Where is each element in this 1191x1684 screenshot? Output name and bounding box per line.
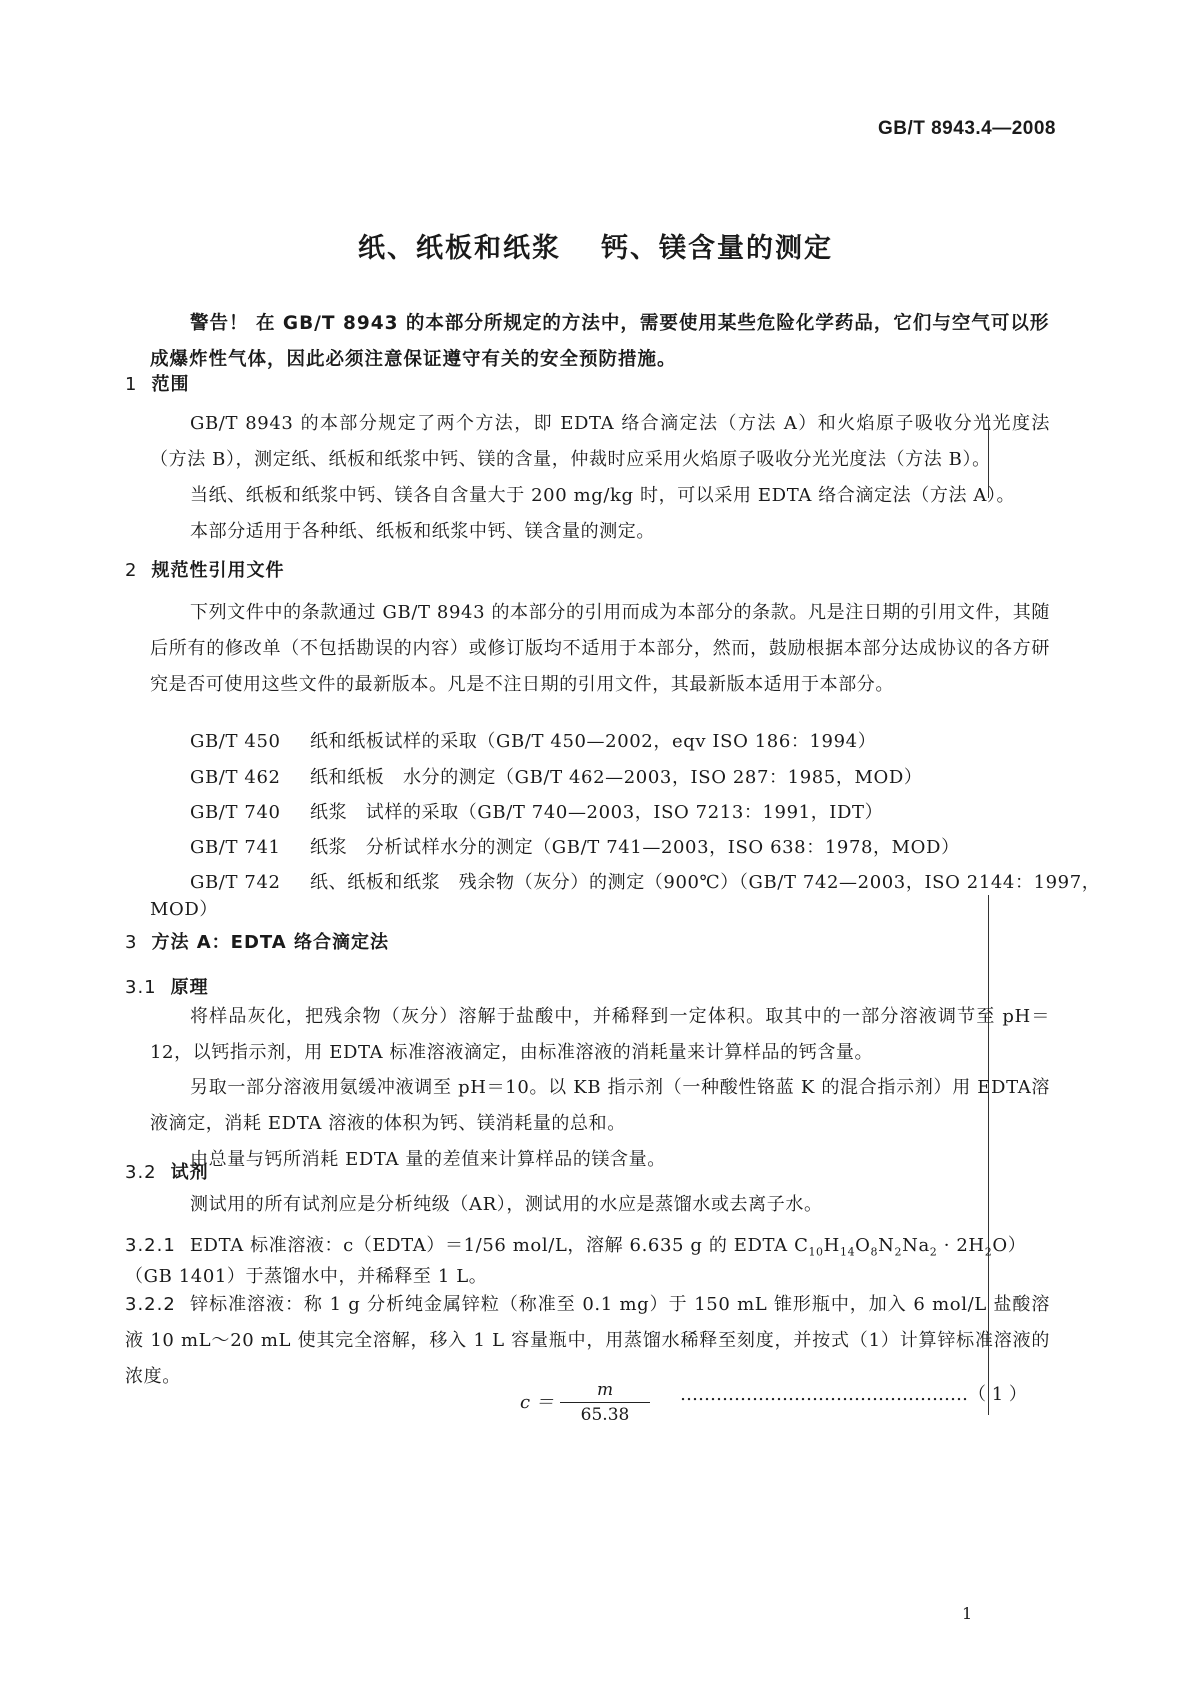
ref-item: GB/T 740 纸浆 试样的采取（GB/T 740—2003，ISO 7213：1991，IDT）	[190, 802, 884, 823]
section-3-1-para-2: 另取一部分溶液用氨缓冲液调至 pH＝10。以 KB 指示剂（一种酸性铬蓝 K 的混合指示剂）用 EDTA溶液滴定，消耗 EDTA 溶液的体积为钙、镁消耗量的总和。	[150, 1077, 1050, 1134]
section-3-heading: 3 方法 A：EDTA 络合滴定法	[125, 932, 389, 953]
change-bar	[988, 416, 989, 498]
section-2-heading: 2 规范性引用文件	[125, 560, 285, 581]
section-3-1-para-1: 将样品灰化，把残余物（灰分）溶解于盐酸中，并稀释到一定体积。取其中的一部分溶液调节至 pH＝12，以钙指示剂，用 EDTA 标准溶液滴定，由标准溶液的消耗量来计算样品的钙含量。	[150, 1006, 1050, 1063]
section-3-1-para-3: 由总量与钙所消耗 EDTA 量的差值来计算样品的镁含量。	[190, 1149, 666, 1170]
standard-code: GB/T 8943.4—2008	[877, 118, 1056, 139]
section-2-para-1: 下列文件中的条款通过 GB/T 8943 的本部分的引用而成为本部分的条款。凡是注日期的引用文件，其随后所有的修改单（不包括勘误的内容）或修订版均不适用于本部分，然而，鼓励根据本部分达成协议的各方研究是否可使用这些文件的最新版本。凡是不注日期的引用文件，其最新版本适用于本部分。	[150, 602, 1050, 695]
section-3-2-2-para: 3.2.2 锌标准溶液：称 1 g 分析纯金属锌粒（称准至 0.1 mg）于 150 mL 锥形瓶中，加入 6 mol/L 盐酸溶液 10 mL～20 mL 使其完全溶解，移入 1 L 容量瓶中，用蒸馏水稀释至刻度，并按式（1）计算锌标准溶液的浓度。	[125, 1294, 1050, 1387]
section-3-2-1-line-1: 3.2.1 EDTA 标准溶液：c（EDTA）＝1/56 mol/L，溶解 6.635 g 的 EDTA $C_{10}H_{14}O_8N_2Na_2 \cdot 2H_2O$）	[125, 1235, 1027, 1259]
section-1-para-2: 当纸、纸板和纸浆中钙、镁各自含量大于 200 mg/kg 时，可以采用 EDTA 络合滴定法（方法 A）。	[190, 485, 1016, 506]
section-3-2-1-line-2: （GB 1401）于蒸馏水中，并稀释至 1 L。	[125, 1266, 488, 1287]
section-3-2-heading: 3.2 试剂	[125, 1162, 209, 1183]
section-1-heading: 1 范围	[125, 374, 190, 395]
formula-label: …………………………………………（ 1 ）	[680, 1384, 1027, 1405]
section-1-para-1: GB/T 8943 的本部分规定了两个方法，即 EDTA 络合滴定法（方法 A）和火焰原子吸收分光光度法（方法 B），测定纸、纸板和纸浆中钙、镁的含量，仲裁时应采用火焰原子吸收分光光度法（方法 B）。	[150, 413, 1050, 470]
section-3-2-para-1: 测试用的所有试剂应是分析纯级（AR），测试用的水应是蒸馏水或去离子水。	[190, 1194, 823, 1215]
ref-item-continuation: MOD）	[150, 899, 219, 920]
document-title	[0, 226, 1191, 265]
title-part-2: 钙、镁含量的测定	[601, 233, 833, 264]
formula-1: c ＝ $\frac{m}{65.38}$	[520, 1388, 554, 1414]
section-3-1-heading: 3.1 原理	[125, 977, 209, 998]
ref-item: GB/T 450 纸和纸板试样的采取（GB/T 450—2002，eqv ISO 186：1994）	[190, 731, 877, 752]
safety-warning: 警告！ 在 GB/T 8943 的本部分所规定的方法中，需要使用某些危险化学药品，它们与空气可以形成爆炸性气体，因此必须注意保证遵守有关的安全预防措施。	[150, 313, 1050, 370]
title-part-1: 纸、纸板和纸浆	[358, 233, 561, 264]
formula-fraction: $\frac{m}{65.38}$	[560, 1378, 650, 1427]
ref-item: GB/T 462 纸和纸板 水分的测定（GB/T 462—2003，ISO 287：1985，MOD）	[190, 767, 923, 788]
ref-item: GB/T 742 纸、纸板和纸浆 残余物（灰分）的测定（900℃）（GB/T 742—2003，ISO 2144：1997，	[190, 872, 1101, 893]
section-1-para-3: 本部分适用于各种纸、纸板和纸浆中钙、镁含量的测定。	[190, 521, 655, 542]
page-number: 1	[962, 1604, 973, 1623]
ref-item: GB/T 741 纸浆 分析试样水分的测定（GB/T 741—2003，ISO 638：1978，MOD）	[190, 837, 960, 858]
